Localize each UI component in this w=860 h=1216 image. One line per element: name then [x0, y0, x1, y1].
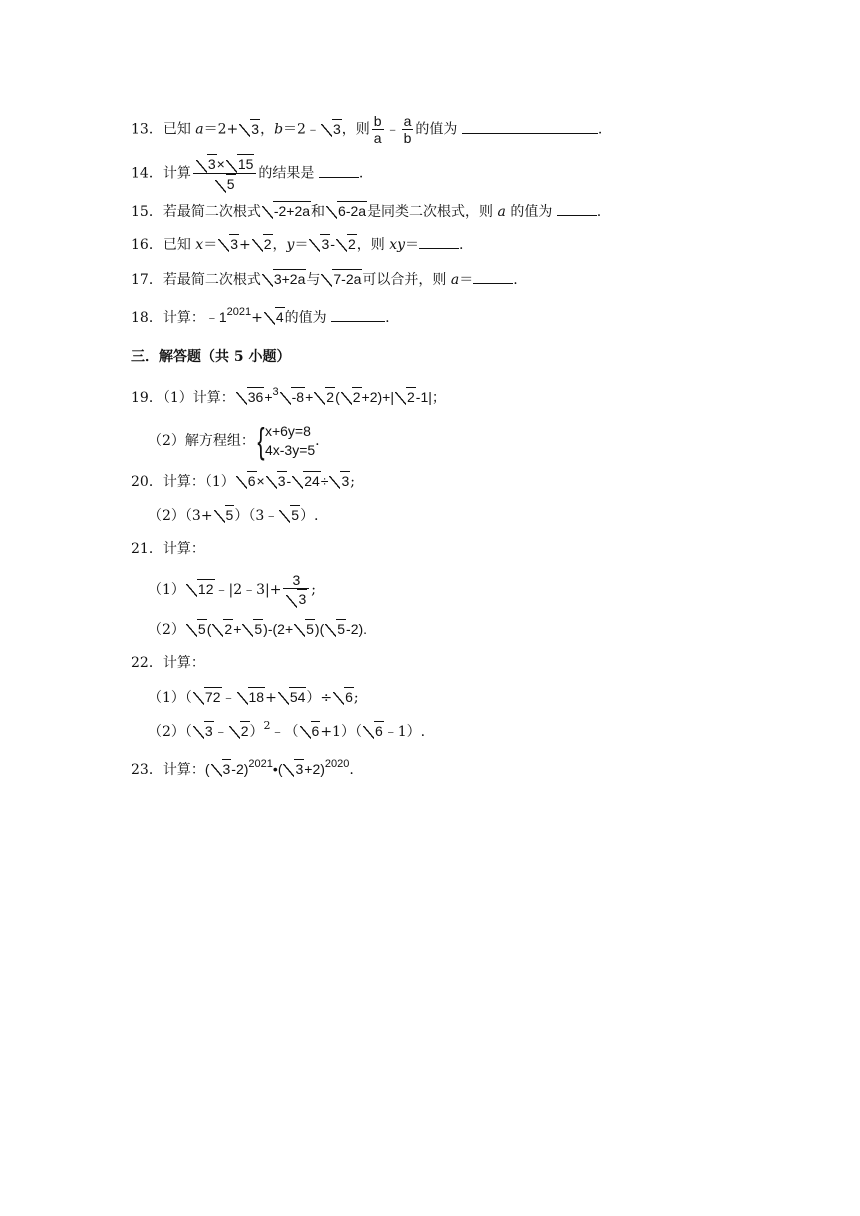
- sqrt: 6: [236, 470, 257, 492]
- question-22-part-1: （1）（ 72﹣ 18+ 54）÷ 6;: [148, 686, 359, 709]
- question-20-part-2: （2）（3+ 5）（3﹣ 5）.: [148, 504, 319, 527]
- system-brace: {: [257, 420, 265, 461]
- sqrt: 3: [283, 758, 304, 780]
- fraction: $\frac{3}{3}$: [283, 572, 309, 608]
- question-15: 15．若最简二次根式 -2+2a和 6-2a是同类二次根式，则 a 的值为 .: [131, 200, 601, 223]
- question-21-part-1: （1） 12﹣|2﹣3|+ $\frac{3}{3}$ ;: [148, 572, 316, 607]
- question-19-part-1: 19．（1）计算： 36+$^3$ -8+ 2( 2+2)+| 2-1|；: [131, 386, 446, 406]
- sqrt: 3: [193, 720, 214, 742]
- answer-blank[interactable]: [419, 234, 459, 249]
- sqrt: 3: [321, 118, 342, 140]
- question-21: 21．计算：: [131, 541, 205, 557]
- question-number: 17．: [131, 272, 163, 288]
- sqrt: 6: [363, 720, 384, 742]
- equation-system: [265, 422, 315, 460]
- question-13: 13．已知 a＝2+ 3，b＝2﹣ 3，则 $\frac{b}{a}$ ﹣ $\frac{a}{b}$ 的值为 .: [131, 113, 603, 146]
- question-number: 22．: [131, 655, 163, 671]
- sqrt: 5: [325, 618, 346, 640]
- question-number: 23．: [131, 762, 163, 778]
- sqrt: 5: [294, 618, 315, 640]
- sqrt: 5: [186, 618, 207, 640]
- equation: x+6y=8: [264, 423, 311, 439]
- question-number: 19．: [131, 390, 163, 406]
- sqrt: 12: [186, 578, 215, 600]
- sqrt: 2: [314, 386, 335, 408]
- sqrt: 36: [236, 386, 265, 408]
- sqrt: 5: [279, 504, 300, 526]
- sqrt: 3: [239, 118, 260, 140]
- fraction: $\frac{a}{b}$: [403, 113, 412, 146]
- sqrt: 2: [341, 386, 362, 408]
- question-number: 21．: [131, 541, 163, 557]
- equation: 4x-3y=5: [264, 442, 316, 458]
- question-number: 16．: [131, 237, 163, 253]
- question-22: 22．计算：: [131, 655, 205, 671]
- sqrt: 3: [211, 758, 232, 780]
- sqrt: 6: [333, 686, 354, 708]
- sqrt: 2: [212, 618, 233, 640]
- answer-blank[interactable]: [319, 163, 359, 178]
- sqrt: 3+2a: [262, 268, 307, 290]
- section-heading: 三．解答题（共 5 小题）: [131, 349, 291, 365]
- question-20-part-1: 20．计算：（1） 6× 3- 24÷ 3;: [131, 470, 355, 493]
- sqrt: 3: [266, 470, 287, 492]
- sqrt: 2: [229, 720, 250, 742]
- question-number: 14．: [131, 165, 163, 182]
- question-19-part-2: （2）解方程组：{ x+6y=8 4x-3y=5 .: [148, 420, 320, 461]
- sqrt: 18: [237, 686, 266, 708]
- question-23: 23．计算：( 3-2)$^{2021}$•( 3+2)$^{2020}$.: [131, 758, 354, 778]
- question-number: 18．: [131, 310, 163, 326]
- question-21-part-2: （2） 5( 2+ 5)-(2+ 5)( 5-2).: [148, 618, 367, 641]
- question-22-part-2: （2）（ 3﹣ 2）$^2$﹣（ 6+1）（ 6﹣1）.: [148, 719, 426, 740]
- question-14: 14．计算 $\frac{3\times 15}{5}$ 的结果是 .: [131, 156, 364, 192]
- question-17: 17．若最简二次根式 3+2a与 7-2a可以合并，则 a＝ .: [131, 268, 518, 291]
- cube-root: -8: [280, 386, 305, 408]
- sqrt: 3: [329, 470, 350, 492]
- sqrt: 5: [242, 618, 263, 640]
- answer-blank[interactable]: [462, 119, 598, 134]
- sqrt: 7-2a: [321, 268, 362, 290]
- question-16: 16．已知 x＝ 3+ 2，y＝ 3- 2，则 xy＝ .: [131, 233, 463, 256]
- sqrt: 6-2a: [326, 200, 367, 222]
- sqrt: 5: [214, 504, 235, 526]
- sqrt: 3: [218, 233, 239, 255]
- question-number: 20．: [131, 474, 163, 490]
- fraction: $\frac{3\times 15}{5}$: [193, 154, 257, 193]
- sqrt: 6: [300, 720, 321, 742]
- sqrt: 4: [264, 306, 285, 328]
- question-number: 15．: [131, 204, 163, 220]
- fraction: $\frac{b}{a}$: [373, 113, 382, 146]
- sqrt: 2: [336, 233, 357, 255]
- answer-blank[interactable]: [557, 201, 597, 216]
- sqrt: 3: [309, 233, 330, 255]
- sqrt: 2: [252, 233, 273, 255]
- sqrt: 2: [395, 386, 416, 408]
- sqrt: 72: [193, 686, 222, 708]
- sqrt: -2+2a: [262, 200, 311, 222]
- answer-blank[interactable]: [331, 307, 385, 322]
- answer-blank[interactable]: [473, 269, 513, 284]
- question-number: 13．: [131, 121, 163, 138]
- sqrt: 24: [292, 470, 321, 492]
- sqrt: 54: [278, 686, 307, 708]
- question-18: 18．计算：$﹣1^{2021}+ 4$的值为 .: [131, 306, 390, 326]
